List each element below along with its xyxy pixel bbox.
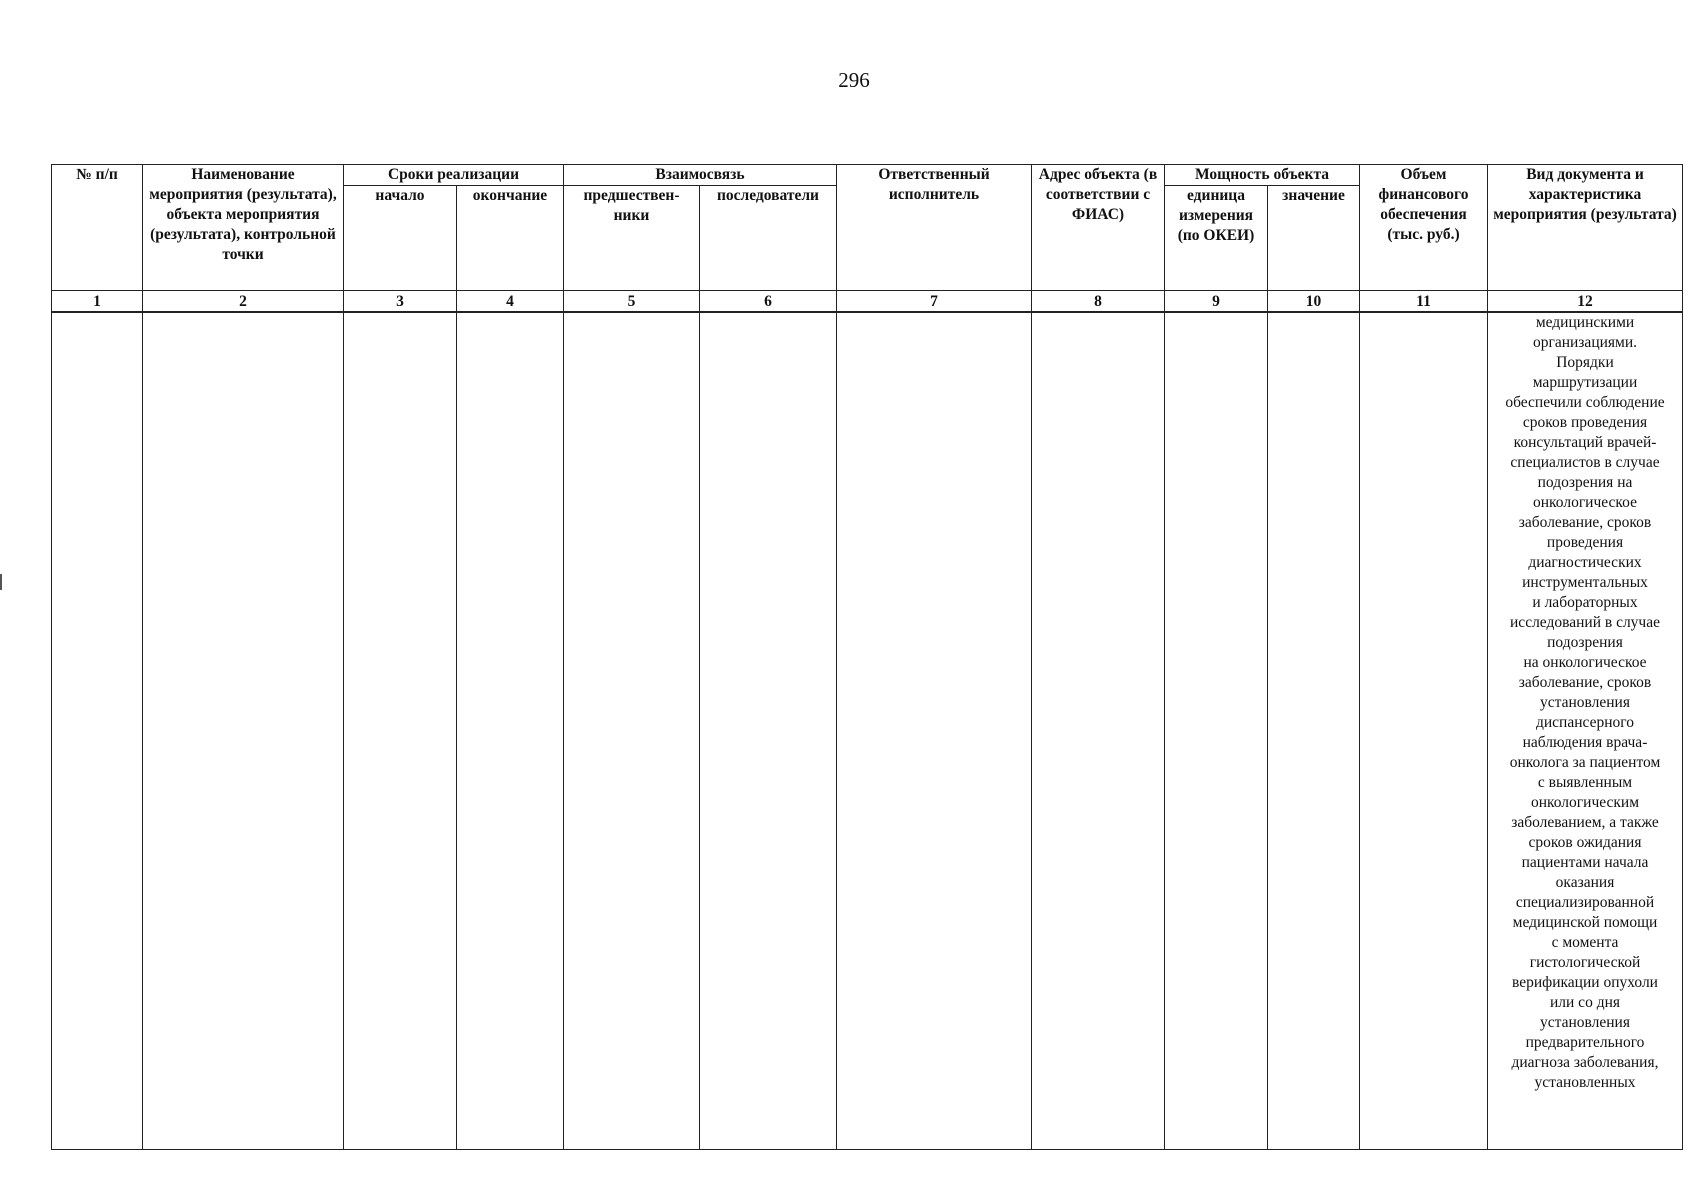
description-line: наблюдения врача- (1522, 734, 1648, 751)
description-line: подозрения на (1537, 474, 1633, 491)
column-number: 8 (1032, 291, 1165, 313)
cell-cap-unit (1165, 312, 1268, 1150)
column-numbers-row (52, 291, 1683, 313)
header-col-number: № п/п (52, 165, 143, 291)
description-line: специалистов в случае (1510, 454, 1660, 471)
cell-document-description (1488, 312, 1683, 1150)
description-line: заболевание, сроков (1518, 514, 1652, 531)
description-line: заболеванием, а также (1511, 814, 1659, 831)
description-line: онколога за пациентом (1509, 754, 1661, 771)
description-line: диагностических (1528, 554, 1642, 571)
column-number: 1 (52, 291, 143, 313)
cell-number (52, 312, 143, 1150)
description-line: подозрения (1547, 634, 1623, 651)
description-line: онкологическим (1530, 794, 1640, 811)
column-number: 3 (344, 291, 457, 313)
column-number: 2 (143, 291, 344, 313)
description-line: верификации опухоли (1512, 974, 1658, 991)
description-line: диспансерного (1536, 714, 1634, 731)
description-line: специализированной (1515, 894, 1655, 911)
column-number: 10 (1268, 291, 1360, 313)
column-number: 9 (1165, 291, 1268, 313)
header-link-next: последователи (700, 186, 837, 291)
description-line: установления (1540, 694, 1630, 711)
cell-link-prev (564, 312, 700, 1150)
header-col-document: Вид документа и характеристика мероприятия (результата) (1488, 165, 1683, 291)
cell-name (143, 312, 344, 1150)
header-cap-unit: единица измерения (по ОКЕИ) (1165, 186, 1268, 291)
header-cap-value: значение (1268, 186, 1360, 291)
column-number: 12 (1488, 291, 1683, 313)
description-line: с момента (1551, 934, 1619, 951)
description-line: проведения (1546, 534, 1624, 551)
description-line: установленных (1534, 1074, 1636, 1091)
header-term-end: окончание (457, 186, 564, 291)
column-number: 4 (457, 291, 564, 313)
description-line: с выявленным (1537, 774, 1633, 791)
description-line: заболевание, сроков (1518, 674, 1652, 691)
header-col-responsible: Ответственный исполнитель (837, 165, 1032, 291)
cell-responsible (837, 312, 1032, 1150)
description-line: на онкологическое (1523, 654, 1647, 671)
description-line: диагноза заболевания, (1511, 1054, 1659, 1071)
description-line: исследований в случае (1510, 614, 1660, 631)
description-line: установления (1540, 1014, 1630, 1031)
description-line: сроков проведения (1522, 414, 1648, 431)
measures-table (51, 164, 1683, 1150)
cell-address (1032, 312, 1165, 1150)
header-term-start: начало (344, 186, 457, 291)
description-line: онкологическое (1533, 494, 1637, 511)
header-col-funding: Объем финансового обеспечения (тыс. руб.) (1360, 165, 1488, 291)
table-header (52, 165, 1683, 313)
cell-cap-value (1268, 312, 1360, 1150)
description-line: маршрутизации (1532, 374, 1638, 391)
column-number: 6 (700, 291, 837, 313)
cell-link-next (700, 312, 837, 1150)
scan-edge-mark (0, 574, 2, 590)
description-line: предварительного (1525, 1034, 1645, 1051)
header-group-capacity: Мощность объекта (1165, 165, 1360, 186)
description-line: или со дня (1549, 994, 1620, 1011)
column-number: 11 (1360, 291, 1488, 313)
header-link-prev: предшествен-ники (564, 186, 700, 291)
description-line: пациентами начала (1521, 854, 1649, 871)
column-number: 5 (564, 291, 700, 313)
cell-term-start (344, 312, 457, 1150)
cell-funding (1360, 312, 1488, 1150)
description-line: консультаций врачей- (1513, 434, 1657, 451)
cell-term-end (457, 312, 564, 1150)
description-line: оказания (1555, 874, 1615, 891)
header-col-name: Наименование мероприятия (результата), объекта мероприятия (результата), контрольной точки (143, 165, 344, 291)
header-group-terms: Сроки реализации (344, 165, 564, 186)
description-line: гистологической (1529, 954, 1641, 971)
description-line: обеспечили соблюдение (1505, 394, 1665, 411)
header-group-links: Взаимосвязь (564, 165, 837, 186)
description-line: инструментальных (1522, 574, 1648, 591)
description-line: Порядки (1556, 354, 1614, 371)
description-line: организациями. (1532, 334, 1638, 351)
table-row (52, 312, 1683, 1150)
column-number: 7 (837, 291, 1032, 313)
description-line: медицинскими (1535, 314, 1635, 331)
header-col-address: Адрес объекта (в соответствии с ФИАС) (1032, 165, 1165, 291)
description-line: медицинской помощи (1512, 914, 1658, 931)
page-number: 296 (838, 68, 870, 92)
description-line: сроков ожидания (1528, 834, 1642, 851)
description-line: и лабораторных (1532, 594, 1638, 611)
